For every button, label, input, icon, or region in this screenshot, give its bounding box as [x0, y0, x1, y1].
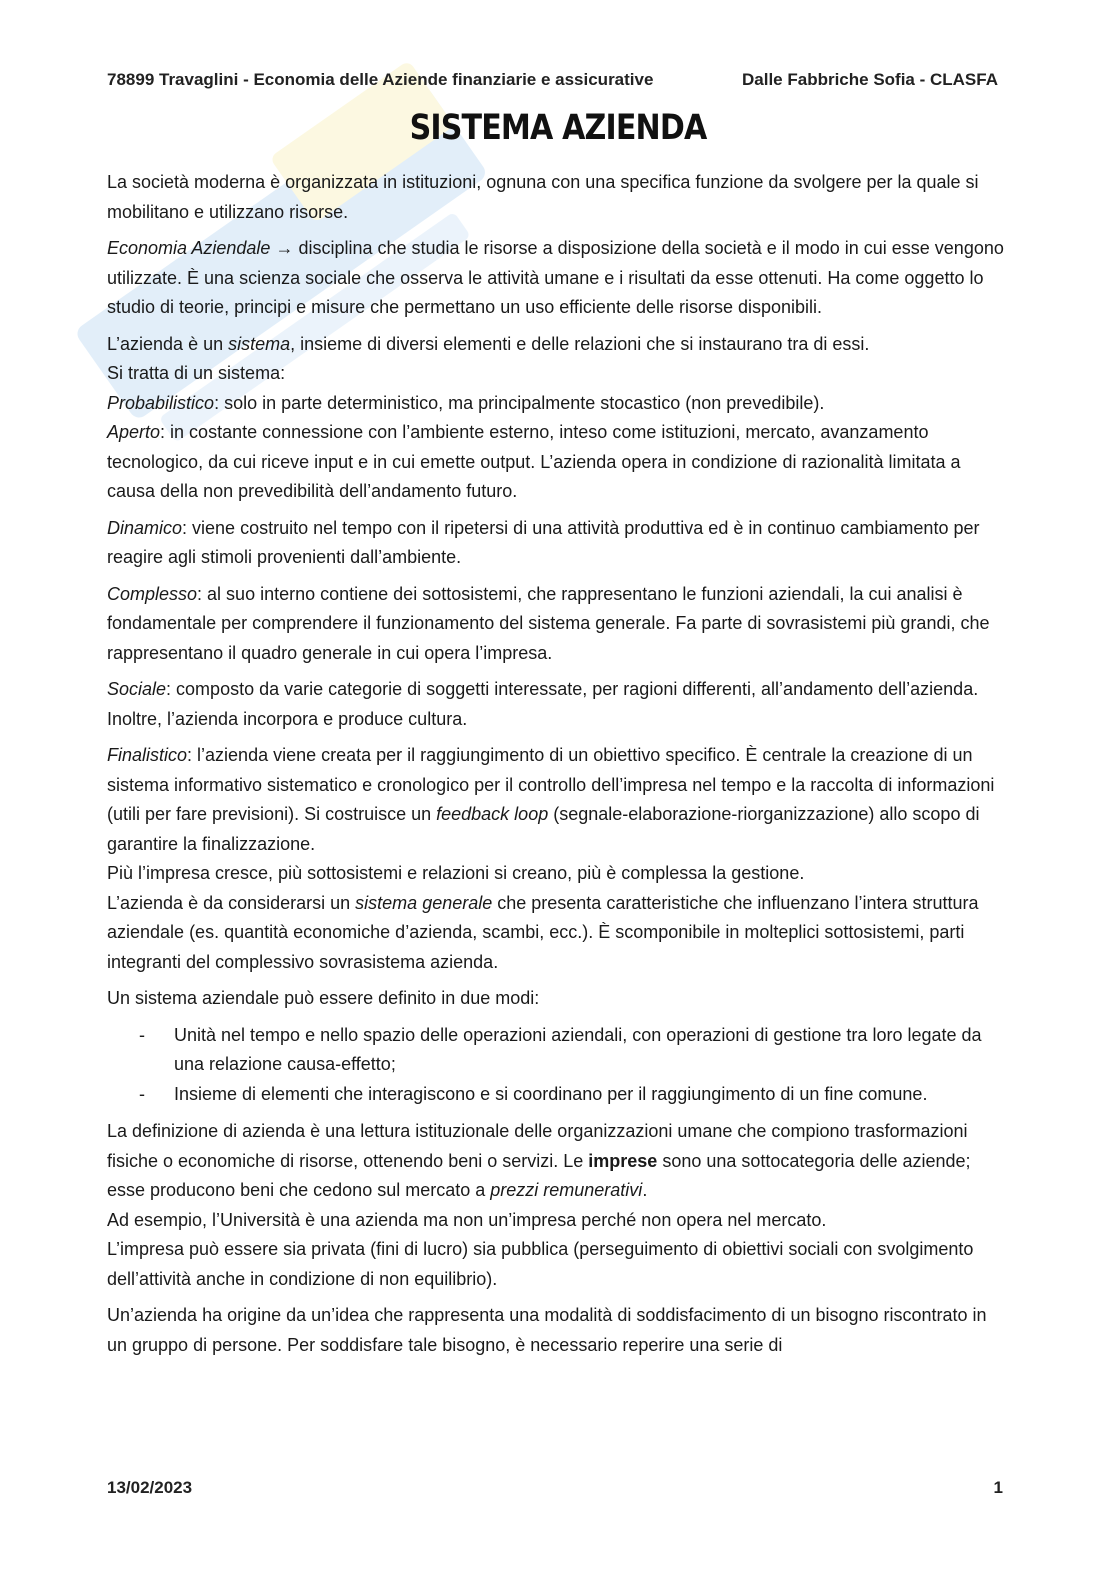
sistema-text-b: , insieme di diversi elementi e delle relazioni che si instaurano tra di essi.: [290, 333, 870, 354]
paragraph-economia-aziendale: [107, 234, 1007, 323]
paragraph-economia-text: disciplina che studia le risorse a disposizione della società e il modo in cui esse vengono utilizzate. È una scienza sociale che osserva le attività umane e i risultati da esse ottenuti. Ha come oggetto lo studio di teorie, principi e misure che permettano un uso efficiente delle risorse disponibili.: [107, 238, 1004, 317]
term-sociale: Sociale: [107, 679, 167, 699]
item-sociale: [107, 675, 1007, 734]
term-probabilistico: Probabilistico: [107, 392, 215, 413]
term-feedback-loop: feedback loop: [436, 804, 549, 824]
term-imprese: imprese: [588, 1150, 658, 1171]
term-sistema: sistema: [228, 333, 291, 354]
item-aperto: [107, 418, 1007, 507]
list-item: [107, 1080, 1007, 1110]
item-complesso: [107, 580, 1007, 669]
paragraph-crescita: Più l’impresa cresce, più sottosistemi e relazioni si creano, più è complessa la gestione.: [107, 863, 805, 883]
dash-bullet: -: [139, 1083, 145, 1104]
term-dinamico: Dinamico: [107, 517, 183, 538]
finalistico-text-b: (segnale-elaborazione-riorganizzazione) allo scopo di garantire la finalizzazione.: [107, 804, 980, 854]
page-title: SISTEMA AZIENDA: [409, 108, 707, 148]
sistema-generale-text-b: che presenta caratteristiche che influenzano l’intera struttura aziendale (es. quantità economiche d’azienda, scambi, ecc.). È scomponibile in molteplici sottosistemi, parti integranti del complessivo sovrasistema azienda.: [107, 892, 979, 972]
item-text: : solo in parte deterministico, ma principalmente stocastico (non prevedibile).: [214, 392, 825, 413]
sistema-text-c: Si tratta di un sistema:: [107, 363, 286, 383]
header-author: Dalle Fabbriche Sofia - CLASFA: [742, 70, 998, 89]
term-complesso: Complesso: [107, 583, 198, 604]
term-economia-aziendale: Economia Aziendale: [107, 238, 271, 258]
page-number: 1: [993, 1478, 1003, 1497]
item-finalistico: [107, 741, 1007, 859]
list-item: [107, 1021, 1007, 1080]
imprese-text-b: sono una sottocategoria delle aziende; esse producono beni che cedono sul mercato a: [107, 1150, 971, 1200]
dash-bullet: -: [139, 1024, 145, 1045]
paragraph-definizioni-intro: Un sistema aziendale può essere definito in due modi:: [107, 988, 540, 1008]
footer-date: 13/02/2023: [107, 1478, 193, 1497]
term-sistema-generale: sistema generale: [355, 892, 493, 913]
item-text: : composto da varie categorie di soggetti interessate, per ragioni differenti, all’andamento dell’azienda. Inoltre, l’azienda incorpora e produce cultura.: [107, 679, 979, 729]
paragraph-imprese: [107, 1117, 1007, 1294]
paragraph-intro: La società moderna è organizzata in istituzioni, ognuna con una specifica funzione da svolgere per la quale si mobilitano e utilizzano risorse.: [107, 172, 979, 222]
imprese-text-e: L’impresa può essere sia privata (fini di lucro) sia pubblica (perseguimento di obiettivi sociali con svolgimento dell’attività anche in condizione di non equilibrio).: [107, 1239, 974, 1289]
paragraph-sistema: [107, 330, 1007, 389]
document-body: [107, 168, 1007, 1367]
header-course: 78899 Travaglini - Economia delle Aziende finanziarie e assicurative: [107, 70, 654, 89]
paragraph-sistema-generale: [107, 889, 1007, 978]
imprese-text-c: .: [642, 1180, 648, 1200]
item-text: : in costante connessione con l’ambiente esterno, inteso come istituzioni, mercato, avanzamento tecnologico, da cui riceve input e in cui emette output. L’azienda opera in condizione di razionalità limitata a causa della non prevedibilità dell’andamento futuro.: [107, 422, 961, 501]
paragraph-origine: Un’azienda ha origine da un’idea che rappresenta una modalità di soddisfacimento di un bisogno riscontrato in un gruppo di persone. Per soddisfare tale bisogno, è necessario reperire una serie di: [107, 1305, 987, 1355]
item-text: : al suo interno contiene dei sottosistemi, che rappresentano le funzioni aziendali, la cui analisi è fondamentale per comprendere il funzionamento del sistema generale. Fa parte di sovrasistemi più grandi, che rappresentano il quadro generale in cui opera l’impresa.: [107, 583, 990, 663]
term-prezzi-remunerativi: prezzi remunerativi: [490, 1180, 643, 1200]
item-dinamico: [107, 514, 1007, 573]
item-text: : viene costruito nel tempo con il ripetersi di una attività produttiva ed è in continuo cambiamento per reagire agli stimoli provenienti dall’ambiente.: [107, 517, 980, 567]
arrow-symbol: →: [275, 238, 294, 258]
sistema-generale-text-a: L’azienda è da considerarsi un: [107, 892, 356, 913]
sistema-text-a: L’azienda è un: [107, 333, 229, 354]
item-probabilistico: [107, 389, 1007, 419]
term-finalistico: Finalistico: [107, 745, 188, 765]
definition-text: Unità nel tempo e nello spazio delle operazioni aziendali, con operazioni di gestione tra loro legate da una relazione causa-effetto;: [174, 1024, 982, 1074]
finalistico-text-a: : l’azienda viene creata per il raggiungimento di un obiettivo specifico. È centrale la creazione di un sistema informativo sistematico e cronologico per il controllo dell’impresa nel tempo e la raccolta di informazioni (utili per fare previsioni). Si costruisce un: [107, 745, 995, 824]
imprese-text-a: La definizione di azienda è una lettura istituzionale delle organizzazioni umane che compiono trasformazioni fisiche o economiche di risorse, ottenendo beni o servizi. Le: [107, 1121, 968, 1171]
definition-text: Insieme di elementi che interagiscono e si coordinano per il raggiungimento di un fine comune.: [174, 1083, 928, 1104]
definitions-list: [107, 1021, 1007, 1110]
imprese-text-d: Ad esempio, l’Università è una azienda ma non un’impresa perché non opera nel mercato.: [107, 1209, 827, 1230]
term-aperto: Aperto: [107, 422, 161, 442]
